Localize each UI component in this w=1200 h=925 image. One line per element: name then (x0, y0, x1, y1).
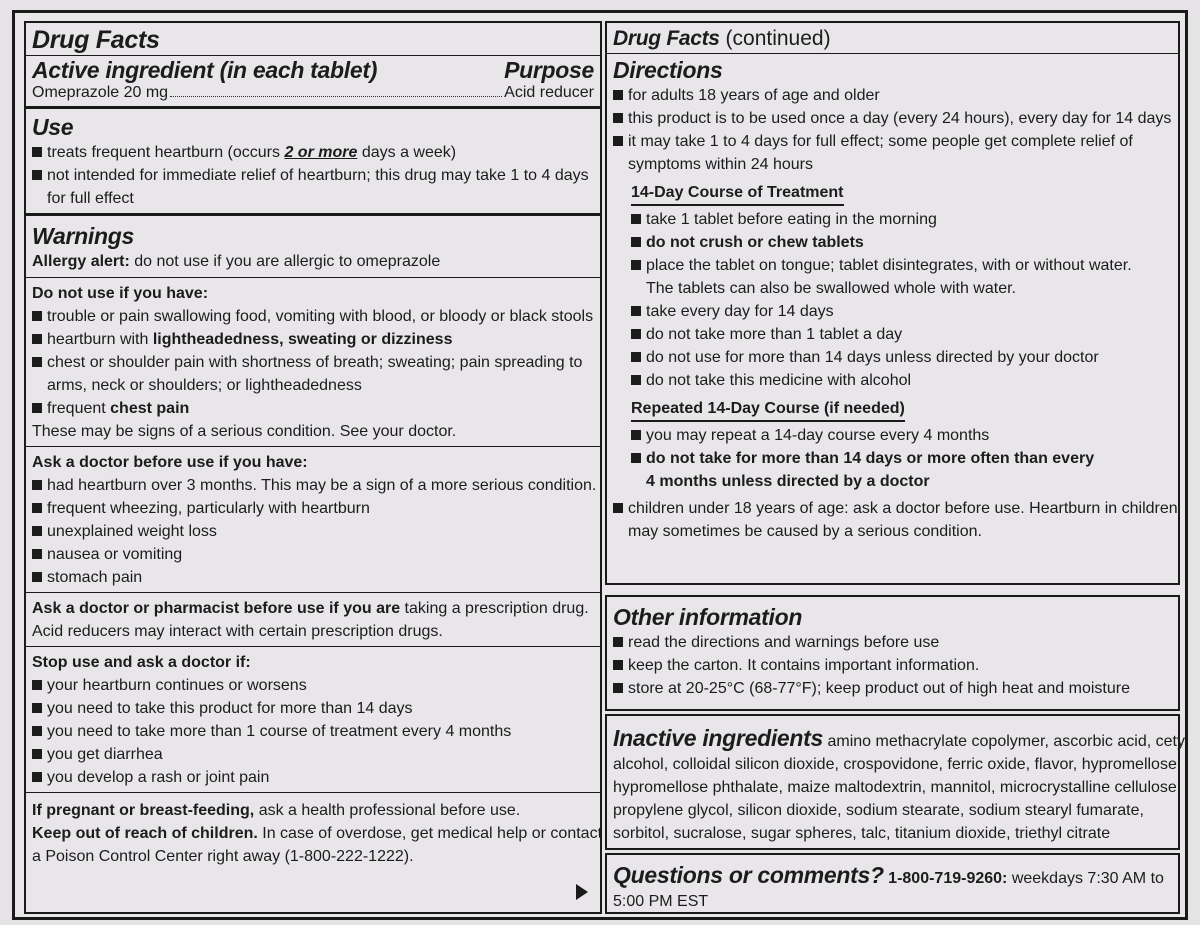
other-information-box (605, 595, 1180, 711)
do-not-use-title: Do not use if you have: (32, 285, 209, 302)
list-item: place the tablet on tongue; tablet disintegrates, with or without water. (631, 254, 1172, 277)
list-item: do not take more than 1 tablet a day (631, 323, 1172, 346)
right-panel (605, 21, 1189, 914)
list-item: stomach pain (32, 566, 594, 589)
bullet-icon (32, 572, 42, 582)
questions-title: Questions or comments? (613, 862, 884, 888)
bullet-icon (613, 683, 623, 693)
left-panel (24, 21, 602, 914)
bullet-icon (631, 214, 641, 224)
course-of-treatment-heading: 14-Day Course of Treatment (631, 182, 844, 206)
bullet-icon (631, 453, 641, 463)
bullet-icon (32, 680, 42, 690)
bullet-icon (613, 503, 623, 513)
bullet-icon (613, 136, 623, 146)
allergy-alert: Allergy alert: do not use if you are allergic to omeprazole (32, 253, 441, 270)
bullet-icon (613, 113, 623, 123)
list-item: had heartburn over 3 months. This may be a sign of a more serious condition. (32, 474, 594, 497)
list-item: you may repeat a 14-day course every 4 months (631, 424, 1172, 447)
do-not-use-note: These may be signs of a serious condition. See your doctor. (32, 423, 457, 440)
list-item: for adults 18 years of age and older (613, 84, 1172, 107)
bullet-icon (32, 503, 42, 513)
list-item: do not take this medicine with alcohol (631, 369, 1172, 392)
list-item: unexplained weight loss (32, 520, 594, 543)
bullet-icon (613, 637, 623, 647)
inactive-ingredients-title: Inactive ingredients (613, 725, 824, 751)
other-information-title: Other information (613, 604, 803, 630)
warnings-title: Warnings (32, 223, 134, 249)
directions-section: Directions for adults 18 years of age and older this product is to be used once a day (every 24 hours), every day for 14 days it may take 1 to 4 days for full effect; some people get complete relief of symptoms within 24 hours 14-Day Course of Treatment take 1 tablet before eating in the morning do not crush or chew tablets place the tablet on tongue; tablet disintegrates, with or without water. The tablets can also be swallowed whole with water. take every day for 14 days do not take more than 1 tablet a day do not use for more than 14 days unless directed by your doctor do not take this medicine with alcohol Repeated 14-Day Course (if needed) you may repeat a 14-day course every 4 months do not take for more than 14 days or more often than every 4 months unless directed by a doctor children under 18 years of age: ask a doctor before use. Heartburn in children may sometimes be caused by a serious condition. (607, 53, 1178, 543)
drug-facts-continued-title: Drug Facts (613, 27, 720, 50)
continued-label: (continued) (719, 27, 831, 50)
warnings-section (26, 213, 600, 277)
bullet-icon (631, 260, 641, 270)
bullet-icon (32, 726, 42, 736)
pregnancy-keep-out-section: If pregnant or breast-feeding, ask a health professional before use. Keep out of reach of children. In case of overdose, get medical help or contact a Poison Control Center right away (1-800-222-1222). (26, 792, 600, 868)
list-item: you need to take more than 1 course of treatment every 4 months (32, 720, 594, 743)
bullet-icon (32, 311, 42, 321)
list-item: this product is to be used once a day (every 24 hours), every day for 14 days (613, 107, 1172, 130)
list-item: chest or shoulder pain with shortness of breath; sweating; pain spreading to arms, neck or shoulders; or lightheadedness (32, 351, 594, 397)
bullet-icon (32, 749, 42, 759)
label-frame (12, 10, 1188, 920)
list-item: nausea or vomiting (32, 543, 594, 566)
directions-title: Directions (613, 57, 723, 83)
bullet-icon (613, 90, 623, 100)
list-item: do not use for more than 14 days unless directed by your doctor (631, 346, 1172, 369)
list-item: take 1 tablet before eating in the morning (631, 208, 1172, 231)
bullet-icon (32, 526, 42, 536)
directions-box (605, 21, 1180, 585)
drug-facts-title: Drug Facts (32, 26, 160, 54)
list-item: frequent wheezing, particularly with heartburn (32, 497, 594, 520)
list-item: you develop a rash or joint pain (32, 766, 594, 789)
bullet-icon (631, 306, 641, 316)
list-item: store at 20-25°C (68-77°F); keep product out of high heat and moisture (613, 677, 1172, 700)
ingredient-purpose: Acid reducer (504, 84, 594, 101)
bullet-icon (32, 147, 42, 157)
bullet-icon (32, 480, 42, 490)
list-item: heartburn with lightheadedness, sweating or dizziness (32, 328, 594, 351)
use-title: Use (32, 114, 74, 140)
bullet-icon (631, 430, 641, 440)
list-item: do not crush or chew tablets (631, 231, 1172, 254)
ask-pharmacist-section: Ask a doctor or pharmacist before use if you are taking a prescription drug. Acid reducers may interact with certain prescription drugs. (26, 592, 600, 646)
ask-doctor-title: Ask a doctor before use if you have: (32, 454, 308, 471)
phone-number: 1-800-719-9260: (883, 870, 1008, 887)
use-section (26, 106, 600, 213)
ask-doctor-section (26, 446, 600, 592)
ingredient-name: Omeprazole 20 mg (32, 84, 169, 101)
list-item: read the directions and warnings before use (613, 631, 1172, 654)
bullet-icon (32, 357, 42, 367)
dot-leader (170, 96, 502, 97)
bullet-icon (631, 237, 641, 247)
list-item: trouble or pain swallowing food, vomiting with blood, or bloody or black stools (32, 305, 594, 328)
stop-use-section (26, 646, 600, 792)
list-item: your heartburn continues or worsens (32, 674, 594, 697)
bullet-icon (631, 352, 641, 362)
list-item: children under 18 years of age: ask a doctor before use. Heartburn in children may sometimes be caused by a serious condition. (613, 497, 1172, 543)
bullet-icon (32, 334, 42, 344)
active-ingredient-heading: Active ingredient (in each tablet) (32, 57, 378, 83)
bullet-icon (32, 703, 42, 713)
list-item: not intended for immediate relief of heartburn; this drug may take 1 to 4 days for full effect (32, 164, 594, 210)
bullet-icon (32, 549, 42, 559)
purpose-heading: Purpose (504, 57, 594, 83)
repeated-course-heading: Repeated 14-Day Course (if needed) (631, 398, 905, 422)
bullet-icon (631, 375, 641, 385)
bullet-icon (32, 403, 42, 413)
list-item: take every day for 14 days (631, 300, 1172, 323)
do-not-use-section (26, 277, 600, 446)
bullet-icon (32, 170, 42, 180)
bullet-icon (613, 660, 623, 670)
list-item: it may take 1 to 4 days for full effect; some people get complete relief of symptoms within 24 hours (613, 130, 1172, 176)
inactive-ingredients-box: Inactive ingredients amino methacrylate copolymer, ascorbic acid, cetyl alcohol, colloidal silicon dioxide, crospovidone, ferric oxide, flavor, hypromellose, hypromellose phthalate, maize maltodextrin, mannitol, microcrystalline cellulose, propylene glycol, silicon dioxide, sodium stearate, sodium stearyl fumarate, sorbitol, sucralose, sugar spheres, talc, titanium dioxide, triethyl citrate (605, 714, 1180, 850)
list-item: you need to take this product for more than 14 days (32, 697, 594, 720)
list-item: frequent chest pain (32, 397, 594, 420)
list-item: treats frequent heartburn (occurs 2 or more days a week) (32, 141, 594, 164)
list-item: you get diarrhea (32, 743, 594, 766)
active-ingredient-section (26, 55, 600, 106)
bullet-icon (32, 772, 42, 782)
list-item: keep the carton. It contains important information. (613, 654, 1172, 677)
continue-arrow-icon (576, 884, 588, 900)
questions-box: Questions or comments? 1-800-719-9260: weekdays 7:30 AM to 5:00 PM EST (605, 853, 1180, 914)
stop-use-title: Stop use and ask a doctor if: (32, 654, 251, 671)
drug-facts-header (26, 23, 600, 55)
list-item: do not take for more than 14 days or more often than every 4 months unless directed by a doctor (631, 447, 1172, 493)
bullet-icon (631, 329, 641, 339)
